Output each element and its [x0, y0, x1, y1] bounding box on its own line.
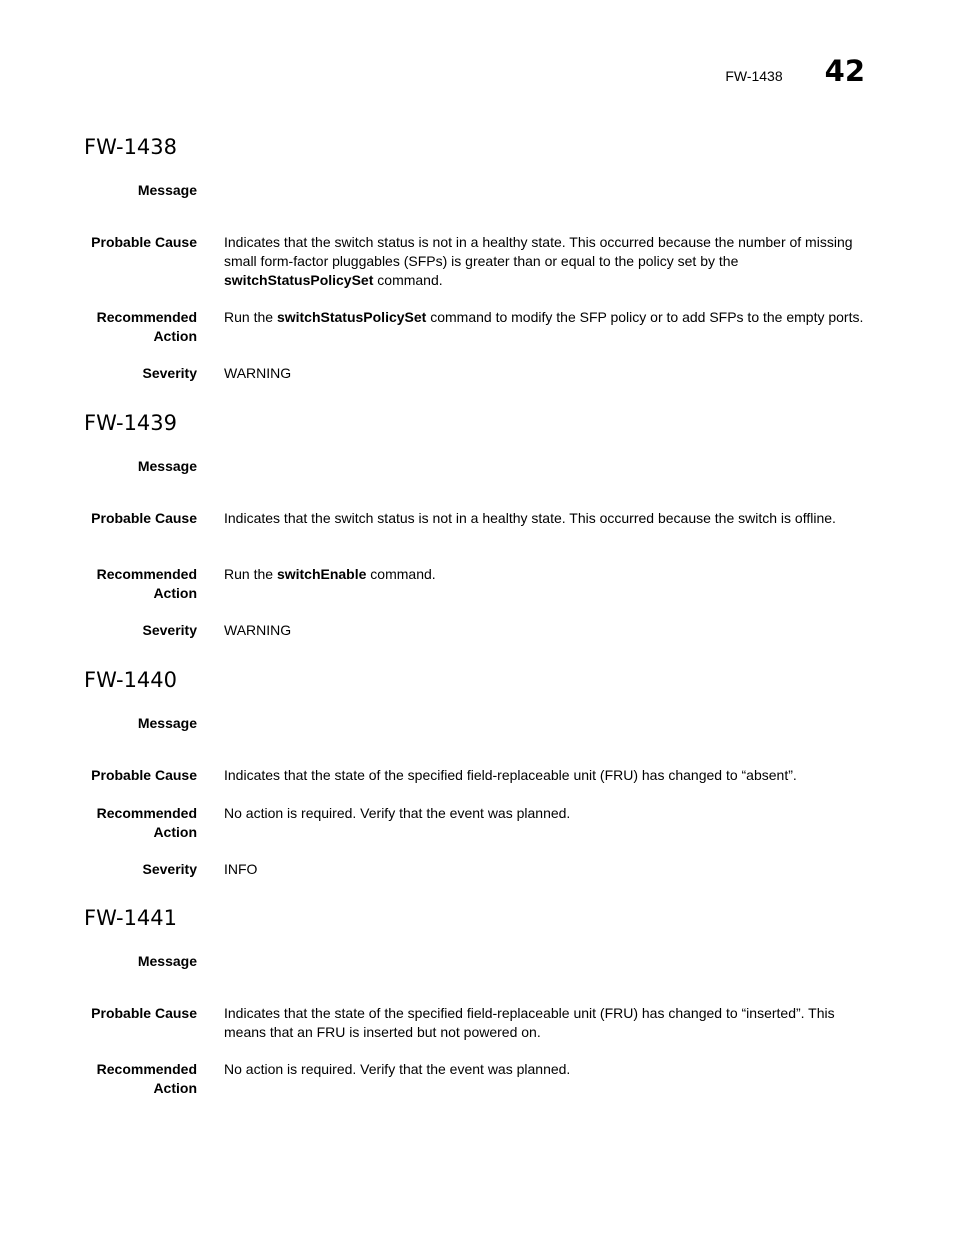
command-name: switchStatusPolicySet [224, 272, 374, 288]
probable-cause-text: Indicates that the switch status is not in a healthy state. This occurred because the number of missing small form-factor pluggables (SFPs) is greater than or equal to the policy set by the switchStatusPolicySet command. [224, 234, 853, 288]
recommended-action-text: No action is required. Verify that the event was planned. [224, 1061, 571, 1077]
section-fw-1439 [84, 411, 874, 638]
recommended-action-label: Recommended Action [96, 805, 197, 840]
probable-cause-text: Indicates that the switch status is not in a healthy state. This occurred because the switch is offline. [224, 510, 836, 526]
command-name: switchStatusPolicySet [276, 309, 427, 325]
message-label: Message [137, 182, 197, 198]
probable-cause-label: Probable Cause [91, 767, 197, 783]
recommended-action-label: Recommended Action [96, 566, 197, 601]
probable-cause-label: Probable Cause [91, 234, 197, 250]
section-fw-1438 [84, 135, 874, 381]
section-title: FW-1438 [84, 135, 178, 159]
severity-label: Severity [142, 861, 197, 877]
recommended-action-text: No action is required. Verify that the event was planned. [224, 805, 571, 821]
probable-cause-text: Indicates that the state of the specified field-replaceable unit (FRU) has changed to “absent”. [224, 767, 797, 783]
severity-label: Severity [142, 622, 197, 638]
recommended-action-text: Run the switchStatusPolicySet command to modify the SFP policy or to add SFPs to the empty ports. [224, 309, 864, 325]
section-fw-1441 [84, 906, 874, 1096]
probable-cause-label: Probable Cause [91, 510, 197, 526]
running-head [725, 54, 865, 88]
message-label: Message [137, 458, 197, 474]
section-title: FW-1440 [84, 668, 178, 692]
running-head-label: FW-1438 [725, 68, 783, 84]
probable-cause-text: Indicates that the state of the specified field-replaceable unit (FRU) has changed to “inserted”. This means that an FRU is inserted but not powered on. [224, 1005, 835, 1040]
message-label: Message [137, 953, 197, 969]
severity-label: Severity [142, 365, 197, 381]
probable-cause-label: Probable Cause [91, 1005, 197, 1021]
severity-value: WARNING [224, 622, 292, 638]
chapter-number: 42 [824, 54, 865, 88]
section-title: FW-1439 [84, 411, 178, 435]
recommended-action-label: Recommended Action [96, 1061, 197, 1096]
section-fw-1440 [84, 668, 874, 877]
command-name: switchEnable [276, 566, 367, 582]
severity-value: INFO [224, 861, 258, 877]
recommended-action-text: Run the switchEnable command. [224, 566, 436, 582]
recommended-action-label: Recommended Action [96, 309, 197, 344]
severity-value: WARNING [224, 365, 292, 381]
section-title: FW-1441 [84, 906, 178, 930]
message-label: Message [137, 715, 197, 731]
